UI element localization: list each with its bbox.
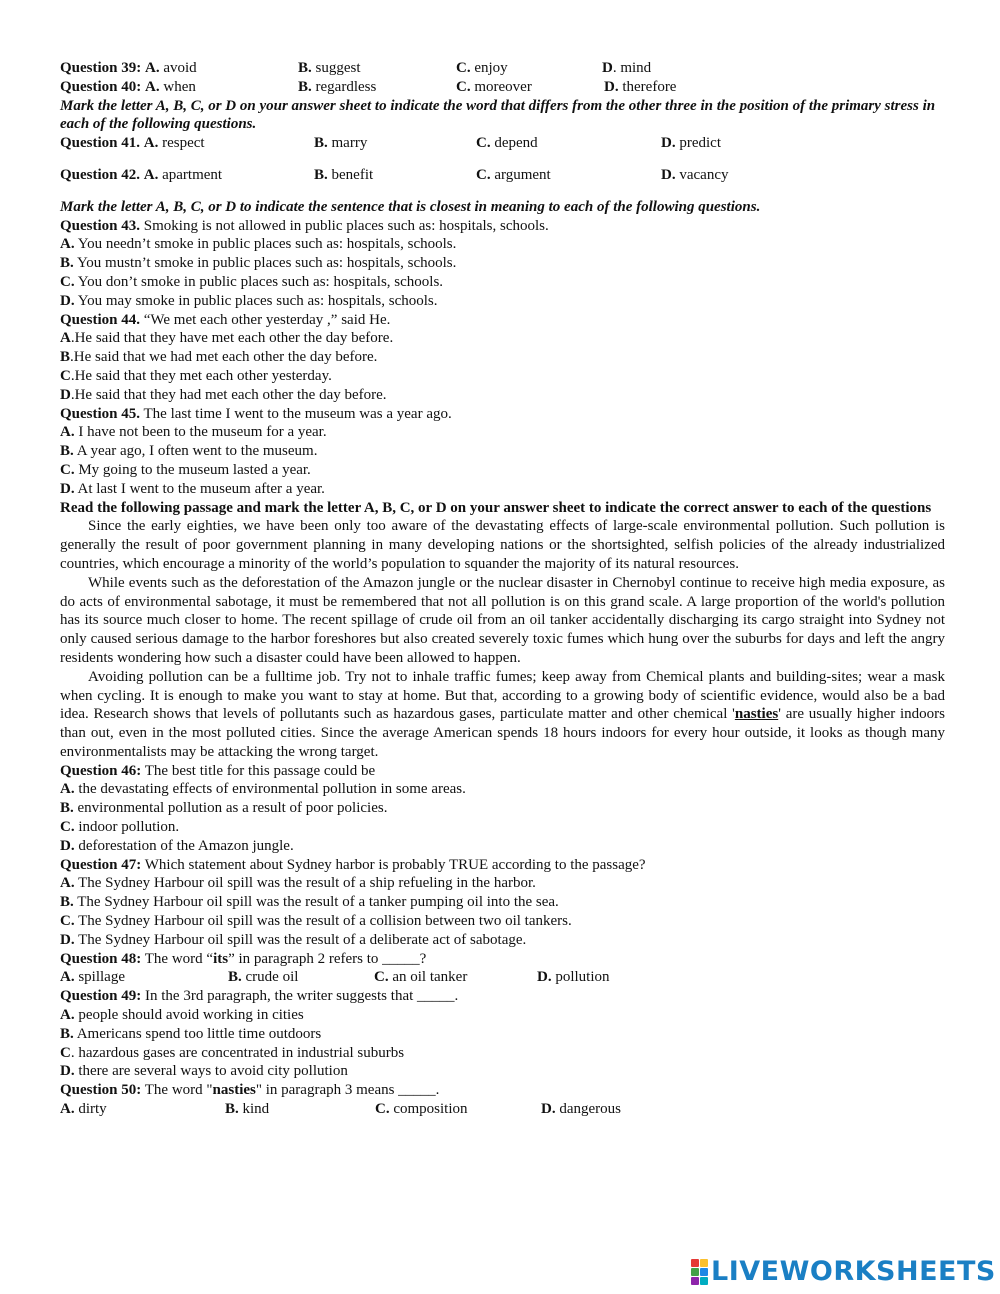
option-c[interactable]: C.He said that they met each other yesterday. (60, 367, 332, 384)
option-d[interactable]: D. there are several ways to avoid city pollution (60, 1063, 348, 1080)
option-b[interactable]: B.He said that we had met each other the day before. (60, 349, 378, 366)
option-d[interactable]: D. deforestation of the Amazon jungle. (60, 837, 294, 854)
option-d[interactable]: D. dangerous (541, 1101, 621, 1118)
option-c[interactable]: C. My going to the museum lasted a year. (60, 461, 311, 478)
option-d[interactable]: . mind (612, 60, 652, 76)
question-48-options (60, 968, 945, 987)
option-c[interactable]: C. composition (375, 1101, 468, 1118)
option-c[interactable]: enjoy (470, 60, 508, 76)
question-46: Question 46: The best title for this passage could be (60, 762, 376, 779)
option-b[interactable]: B. The Sydney Harbour oil spill was the result of a tanker pumping oil into the sea. (60, 894, 559, 911)
option-a[interactable]: when (159, 78, 196, 95)
option-d[interactable]: D.He said that they had met each other the day before. (60, 386, 387, 403)
question-40: Question 40: A. when B. regardless C. moreover D. therefore (60, 78, 677, 95)
option-d[interactable]: D. pollution (537, 969, 610, 986)
passage-paragraph-3: Avoiding pollution can be a fulltime job. Try not to inhale traffic fumes; keep away from Chemical plants and building-sites; wear a mask when cycling. It is enough to make you want to stay at home. But that, according to a growing body of scientific evidence, would also be a bad idea. Research shows that levels of pollutants such as hazardous gases, particulate matter and other chemical 'nasties' are usually higher indoors than out, even in the most polluted cities. Since the average American spends 18 hours indoors for every hour outside, it looks as though many environmentalists may be attacking the wrong target. (60, 668, 946, 760)
liveworksheets-logo (691, 1256, 996, 1287)
logo-square (691, 1268, 699, 1276)
option-c[interactable]: depend (490, 135, 538, 152)
question-48: Question 48: The word “its” in paragraph 2 refers to _____? (60, 950, 427, 967)
option-c[interactable]: C. an oil tanker (374, 969, 468, 986)
logo-square (700, 1259, 708, 1267)
passage-paragraph-1: Since the early eighties, we have been only too aware of the devastating effects of large-scale environmental pollution. Such pollution is generally the result of poor government planning in many developing nations or the shortsighted, selfish policies of the already industrialized countries, which encourage a minority of the world’s population to squander the majority of its natural resources. (60, 518, 945, 572)
option-b[interactable]: B. environmental pollution as a result of poor policies. (60, 800, 388, 817)
liveworksheets-logo-icon (691, 1259, 708, 1285)
option-b[interactable]: regardless (311, 78, 377, 95)
question-42: Question 42. A. apartment B. benefit C. argument D. vacancy (60, 166, 729, 183)
option-a[interactable]: A.He said that they have met each other the day before. (60, 330, 394, 347)
logo-square (691, 1259, 699, 1267)
option-a[interactable]: A. people should avoid working in cities (60, 1007, 304, 1024)
option-a[interactable]: A. The Sydney Harbour oil spill was the result of a ship refueling in the harbor. (60, 875, 536, 892)
question-47: Question 47: Which statement about Sydney harbor is probably TRUE according to the passage? (60, 856, 646, 873)
option-d[interactable]: therefore (618, 78, 677, 95)
option-a[interactable]: A. dirty (60, 1101, 107, 1118)
option-a[interactable]: A. You needn’t smoke in public places such as: hospitals, schools. (60, 236, 457, 253)
option-d[interactable]: D. The Sydney Harbour oil spill was the result of a deliberate act of sabotage. (60, 931, 527, 948)
question-label: Question 39: (60, 60, 142, 76)
option-c[interactable]: C. You don’t smoke in public places such as: hospitals, schools. (60, 273, 444, 290)
option-c[interactable]: C. indoor pollution. (60, 819, 180, 836)
logo-square (700, 1268, 708, 1276)
passage-paragraph-2: While events such as the deforestation of the Amazon jungle or the nuclear disaster in Chernobyl continue to receive high media exposure, as do acts of environmental sabotage, it must be remembered that not all pollution is on this grand scale. A large proportion of the world's pollution has its source much closer to home. The recent spillage of crude oil from an oil tanker accidentally discharging its cargo straight into Sydney not only caused serious damage to the harbor foreshores but also created severely toxic fumes which hung over the suburbs for days and left the angry residents wondering how such a disaster could have been allowed to happen. (60, 574, 945, 666)
option-c[interactable]: C. hazardous gases are concentrated in industrial suburbs (60, 1044, 405, 1061)
option-d[interactable]: D. You may smoke in public places such as: hospitals, schools. (60, 292, 438, 309)
option-d[interactable]: D. At last I went to the museum after a year. (60, 480, 325, 497)
question-50: Question 50: The word "nasties" in paragraph 3 means _____. (60, 1082, 440, 1099)
option-b[interactable]: marry (327, 135, 368, 152)
option-b[interactable]: benefit (327, 166, 374, 183)
option-a[interactable]: respect (158, 135, 205, 152)
question-45: Question 45. The last time I went to the museum was a year ago. (60, 405, 452, 422)
option-b[interactable]: suggest (311, 60, 361, 76)
option-d[interactable]: predict (675, 135, 721, 152)
question-49: Question 49: In the 3rd paragraph, the writer suggests that _____. (60, 988, 459, 1005)
option-b[interactable]: B. A year ago, I often went to the museum. (60, 443, 318, 460)
option-a[interactable]: A. the devastating effects of environmental pollution in some areas. (60, 781, 466, 798)
instruction-meaning: Mark the letter A, B, C, or D to indicate the sentence that is closest in meaning to each of the following questions. (60, 198, 761, 215)
question-41: Question 41. A. respect B. marry C. depend D. predict (60, 135, 721, 152)
option-b[interactable]: B. Americans spend too little time outdoors (60, 1025, 322, 1042)
question-43: Question 43. Smoking is not allowed in public places such as: hospitals, schools. (60, 217, 549, 234)
logo-text: LIVEWORKSHEETS (711, 1256, 996, 1287)
worksheet-page (60, 59, 945, 1119)
highlighted-word: nasties (734, 706, 779, 723)
question-50-options (60, 1100, 945, 1119)
option-a[interactable]: A. spillage (60, 969, 125, 986)
option-c[interactable]: C. The Sydney Harbour oil spill was the result of a collision between two oil tankers. (60, 913, 572, 930)
logo-square (700, 1277, 708, 1285)
logo-square (691, 1277, 699, 1285)
question-44: Question 44. “We met each other yesterday ,” said He. (60, 311, 391, 328)
option-b[interactable]: B. kind (225, 1101, 270, 1118)
option-a[interactable]: A. I have not been to the museum for a year. (60, 424, 327, 441)
instruction-reading: Read the following passage and mark the letter A, B, C, or D on your answer sheet to indicate the correct answer to each of the questions (60, 499, 932, 516)
option-c[interactable]: moreover (470, 78, 532, 95)
option-a[interactable]: apartment (158, 166, 223, 183)
option-c[interactable]: argument (490, 166, 551, 183)
option-b[interactable]: B. crude oil (228, 969, 299, 986)
option-d[interactable]: vacancy (675, 166, 729, 183)
instruction-stress: Mark the letter A, B, C, or D on your answer sheet to indicate the word that differs from the other three in the position of the primary stress in each of the following questions. (60, 97, 936, 133)
option-b[interactable]: B. You mustn’t smoke in public places such as: hospitals, schools. (60, 255, 457, 272)
question-39: Question 39: A. avoid B. suggest C. enjoy D. mind (60, 60, 652, 76)
option-a[interactable]: avoid (159, 60, 197, 76)
